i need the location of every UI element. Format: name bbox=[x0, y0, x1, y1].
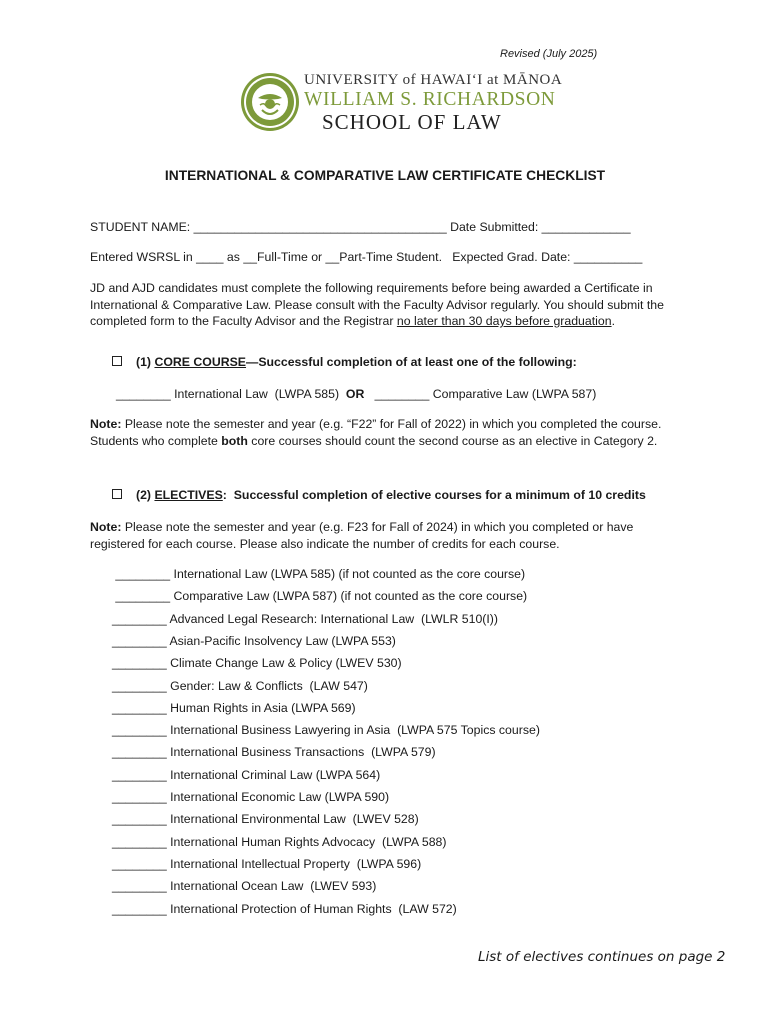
university-name: UNIVERSITY of HAWAIʻI at MĀNOA bbox=[304, 72, 563, 88]
elective-item[interactable]: ________ Gender: Law & Conflicts (LAW 547) bbox=[112, 679, 368, 693]
elective-item[interactable]: ________ International Business Lawyering in Asia (LWPA 575 Topics course) bbox=[112, 723, 540, 737]
elective-item[interactable]: ________ International Criminal Law (LWPA 564) bbox=[112, 768, 381, 782]
school-subtitle: SCHOOL OF LAW bbox=[322, 110, 502, 134]
elective-item[interactable]: ________ International Law (LWPA 585) (if not counted as the core course) bbox=[112, 567, 526, 581]
university-seal-icon bbox=[240, 72, 300, 132]
elective-item[interactable]: ________ International Economic Law (LWPA 590) bbox=[112, 790, 390, 804]
elective-item[interactable]: ________ International Environmental Law (LWEV 528) bbox=[112, 812, 419, 826]
elective-item[interactable]: ________ Advanced Legal Research: International Law (LWLR 510(I)) bbox=[112, 612, 498, 626]
elective-item[interactable]: ________ International Intellectual Property (LWPA 596) bbox=[112, 857, 422, 871]
core-course-options[interactable]: ________ International Law (LWPA 585) OR ________ Comparative Law (LWPA 587) bbox=[116, 387, 597, 401]
elective-item[interactable]: ________ Asian-Pacific Insolvency Law (LWPA 553) bbox=[112, 634, 396, 648]
elective-item[interactable]: ________ Comparative Law (LWPA 587) (if not counted as the core course) bbox=[112, 589, 528, 603]
electives-checkbox[interactable] bbox=[112, 489, 122, 499]
revision-date: Revised (July 2025) bbox=[500, 48, 598, 60]
page-title: INTERNATIONAL & COMPARATIVE LAW CERTIFICATE CHECKLIST bbox=[164, 168, 606, 183]
elective-item[interactable]: ________ International Business Transactions (LWPA 579) bbox=[112, 745, 436, 759]
core-course-checkbox[interactable] bbox=[112, 356, 122, 366]
elective-item[interactable]: ________ Human Rights in Asia (LWPA 569) bbox=[112, 701, 356, 715]
deadline-text: no later than 30 days before graduation bbox=[396, 314, 612, 328]
school-name: WILLIAM S. RICHARDSON bbox=[304, 89, 556, 110]
elective-item[interactable]: ________ International Ocean Law (LWEV 593) bbox=[112, 879, 377, 893]
core-course-heading: (1) CORE COURSE—Successful completion of at least one of the following: bbox=[112, 355, 577, 369]
elective-item[interactable]: ________ Climate Change Law & Policy (LWEV 530) bbox=[112, 656, 402, 670]
elective-item[interactable]: ________ International Human Rights Advocacy (LWPA 588) bbox=[112, 835, 447, 849]
core-course-note: Note: Please note the semester and year (e.g. “F22” for Fall of 2022) in which you completed the course. Students who complete both core courses should count the second course as an elective in Category 2. bbox=[90, 417, 662, 448]
intro-paragraph: JD and AJD candidates must complete the following requirements before being awarded a Certificate in International & Comparative Law. Please consult with the Faculty Advisor regularly. You should submit the completed form to the Faculty Advisor and the Registrar no later than 30 days before graduation. bbox=[90, 281, 664, 328]
elective-item[interactable]: ________ International Protection of Human Rights (LAW 572) bbox=[112, 902, 457, 916]
electives-heading: (2) ELECTIVES: Successful completion of elective courses for a minimum of 10 credits bbox=[112, 488, 646, 502]
continuation-note: List of electives continues on page 2 bbox=[478, 949, 726, 965]
enrollment-line[interactable]: Entered WSRSL in ____ as __Full-Time or __Part-Time Student. Expected Grad. Date: __________ bbox=[90, 250, 643, 264]
student-name-line[interactable]: STUDENT NAME: _____________________________________ Date Submitted: _____________ bbox=[90, 220, 631, 234]
or-label: OR bbox=[345, 387, 365, 401]
electives-note: Note: Please note the semester and year (e.g. F23 for Fall of 2024) in which you completed or have registered for each course. Please also indicate the number of credits for each course. bbox=[90, 520, 634, 551]
